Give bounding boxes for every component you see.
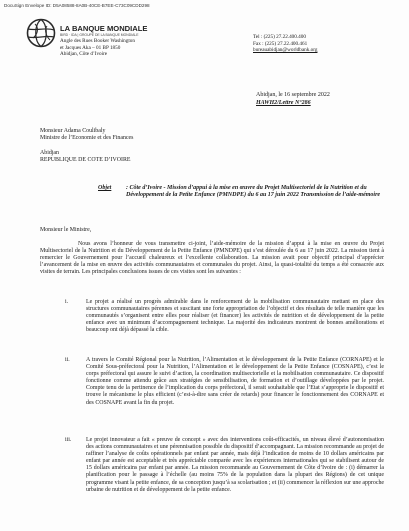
point-number: i. [65,299,69,305]
intro-paragraph [40,241,384,276]
address-line: Abidjan, Côte d’Ivoire [60,51,108,57]
bank-name: LA BANQUE MONDIALE [60,24,148,33]
email-address[interactable]: bureauabidjan@worldbank.org [253,47,318,53]
fax-number: Fax : (225) 27.22.400.461 [253,40,308,47]
point-text: Le projet innovateur a fait « preuve de concept » avec des interventions coût-efficacités, un niveau élevé d’autonomisation des actions communautaires et une pérennisation possible du dispositif d’accompagnant. La mission recommande au projet de raffiner l’analyse de coûts opérationnels par enfant par année, mais déjà l’indication de moins de 10 dollars américains par enfant par année est acceptable et très appréciable comparée avec les expériences internationales qui se stabilisent autour de 15 dollars américains par enfant par année. La mission recommande au Gouvernement de Côte d’Ivoire de : (i) démarrer la planification pour le passage à l’échelle (au moins 75% de la population dans la plupart des Régions) de cet unique programme visant la petite enfance, de sa conception jusqu’à sa scolarisation ; et (ii) commencer la réflexion sur une approche urbaine de nutrition et de développement de la petite enfance. [86,437,385,493]
docusign-envelope-id: DocuSign Envelope ID: D5A08588-8A0B-40CE-B7EE-C73C09CDD298 [4,3,150,8]
phone-number: Tel : (225) 27.22.400.400 [253,34,306,40]
objet-text: : Côte d’Ivoire - Mission d’appui à la mise en œuvre du Projet Multisectoriel de la Nutrition et du Développement de la Petite Enfance (PMNDPE) du 6 au 17 juin 2022 Transmission de l’aide-mémoire [126,185,381,199]
recipient-name: Monsieur Adama Coulibaly [40,128,106,134]
point-number: ii. [65,357,70,363]
objet-label: Objet [98,185,112,191]
letter-meta [256,92,330,107]
address-line: et Jacques Aka – 01 BP 1850 [60,44,121,51]
intro-text: Nous avons l’honneur de vous transmettre ci-joint, l’aide-mémoire de la mission d’appui à la mise en œuvre du Projet Multisectoriel de la Nutrition et du Développement de la Petite Enfance (PMNDPE) qui s’est déroulée du 6 au 17 juin 2022. La mission tient à remercier le Gouvernement pour l’accueil chaleureux et l’excellente collaboration. La mission avait pour objectif principal d’apprécier l’avancement de la mise en œuvre des activités communautaires et communales du projet. Ainsi, la quasi-totalité du temps a été consacrée aux visites de terrain. Les principales conclusions issues de ces visites sont les suivantes : [40,241,384,276]
bank-subtitle: BIRD · IDA | GROUPE DE LA BANQUE MONDIALE [60,33,139,37]
address-line: Angle des Rues Booker Washington [60,38,135,44]
letter-reference: HAWH2/Lettre N°286 [256,99,311,106]
point-number: iii. [65,437,72,443]
salutation: Monsieur le Ministre, [40,227,92,233]
recipient-country: REPUBLIQUE DE COTE D’IVOIRE [40,157,131,163]
letter-date: Abidjan, le 16 septembre 2022 [256,92,330,98]
bank-address [60,38,135,58]
recipient [40,128,133,164]
point-text: A travers le Comité Régional pour la Nutrition, l’Alimentation et le développement de la Petite Enfance (CORNAPE) et le Comité Sous-préfectoral pour la Nutrition, l’Alimentation et le développement de la Petite Enfance (COSNAPE), c’est le corps préfectoral qui assure le suivi d’action, la coordination multisectorielle et la mobilisation communautaire. Ce dispositif fonctionne comme attendu grâce aux stratégies de sensibilisation, de formation et d’outillage développées par le projet. Compte tenu de la pertinence de l’implication du corps préfectoral, il serait souhaitable que l’Etat s’approprie le dispositif et trouve le mécanisme le plus efficient (c’est-à-dire sans créer de retards) pour financer le fonctionnement des CORNAPE et des COSNAPE avant la fin du projet. [86,357,384,406]
bank-contacts [253,34,317,54]
recipient-title: Ministre de l’Economie et des Finances [40,135,134,141]
point-text: Le projet a réalisé un progrès admirable dans le renforcement de la mobilisation communautaire mettant en place des structures communautaires pérennes et suscitant une forte appropriation de l’objectif et des résultats de telle manière que les communautés s’organisent entre elles pour réaliser (et financer) les activités de nutrition et de développement de la petite enfance avec un minimum d’accompagnement technique. La majorité des indicateurs montrent de bonnes améliorations et beaucoup ont déjà dépassé la cible. [86,299,384,334]
recipient-city: Abidjan [40,150,59,156]
world-bank-globe-icon [26,18,56,48]
